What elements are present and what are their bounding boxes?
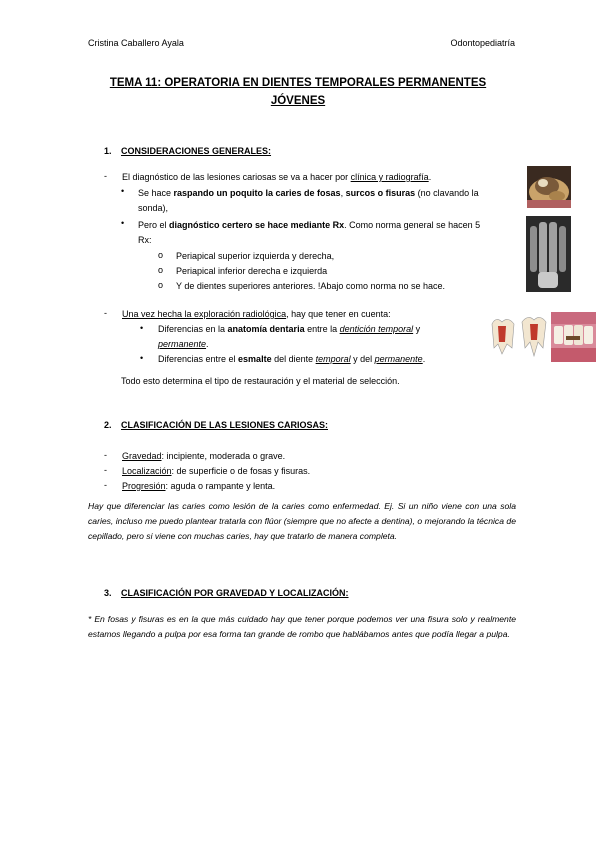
italic-underlined-text: dentición temporal: [339, 324, 414, 334]
tooth-diagram-image: [488, 314, 550, 358]
italic-underlined-text: temporal: [315, 354, 351, 364]
s2-paragraph: Hay que diferenciar las caries como lesión de la caries como enfermedad. Ej. Si un niño viene con una sola caries, incluso me puedo plantear tratarla con flúor (siempre que no afecte a dentina), o mejorando la técnica de cepillado, pero si viene con muchas caries, hay que tratarlo de manera completa.: [88, 501, 516, 541]
underlined-text: Progresión: [122, 481, 166, 491]
s3-paragraph: * En fosas y fisuras es en la que más cuidado hay que tener porque podemos ver una fisura solo y realmente estamos llegando a pulpa por esa forma tan grande de rombo que hablábamos antes que podía llegar a pulpa.: [88, 614, 516, 639]
text-span: entre la: [304, 324, 340, 334]
section1-heading: [104, 146, 271, 156]
mouth-photo: [551, 312, 596, 362]
page-title-line1: TEMA 11: OPERATORIA EN DIENTES TEMPORALES PERMANENTES: [109, 77, 487, 89]
text-span: : incipiente, moderada o grave.: [161, 451, 286, 461]
s1-bullet2: [138, 218, 480, 232]
header-subject: Odontopediatría: [450, 38, 515, 48]
italic-underlined-text: permanente: [158, 339, 207, 349]
text-span: Diferencias entre el: [158, 354, 239, 364]
text-span: : aguda o rampante y lenta.: [165, 481, 276, 491]
s1-line1: [122, 170, 431, 184]
bold-text: raspando un poquito la caries de fosas: [173, 188, 341, 198]
sub-bullet-icon: o: [158, 265, 164, 275]
dash-marker: -: [104, 171, 107, 181]
section1-number: 1.: [104, 146, 112, 156]
s1-sub2: Periapical inferior derecha e izquierda: [176, 266, 328, 276]
section3-number: 3.: [104, 588, 112, 598]
text-span: El diagnóstico de las lesiones cariosas se va a hacer por: [122, 172, 351, 182]
dash-marker: -: [104, 465, 107, 475]
text-span: y: [413, 324, 421, 334]
s1-bullet3: [158, 322, 476, 336]
dash-marker: -: [104, 308, 107, 318]
s2-item3: [122, 479, 275, 493]
text-span: ,: [340, 188, 346, 198]
s2-item1: [122, 449, 285, 463]
bullet-icon: •: [121, 218, 125, 228]
s1-bullet4: [158, 352, 425, 366]
text-span: Diferencias en la: [158, 324, 228, 334]
section1-title: CONSIDERACIONES GENERALES:: [121, 146, 272, 156]
bullet-icon: •: [140, 353, 144, 363]
bullet-icon: •: [140, 323, 144, 333]
s2-item2: [122, 464, 310, 478]
s1-sub1: Periapical superior izquierda y derecha,: [176, 251, 335, 261]
underlined-text: Gravedad: [122, 451, 162, 461]
dash-marker: -: [104, 480, 107, 490]
underlined-text: clínica y radiografía: [350, 172, 429, 182]
s1-sub3: Y de dientes superiores anteriores. !Abajo como norma no se hace.: [176, 281, 445, 291]
text-span: Pero el: [138, 220, 170, 230]
header-author: Cristina Caballero Ayala: [88, 38, 184, 48]
s1-bullet1: [138, 186, 512, 200]
section2-number: 2.: [104, 420, 112, 430]
section3-heading: [104, 588, 349, 598]
text-span: . Como norma general se hacen 5: [344, 220, 481, 230]
sub-bullet-icon: o: [158, 250, 164, 260]
page-title-line2: JÓVENES: [270, 95, 326, 107]
page-title: [88, 74, 508, 110]
underlined-text: Una vez hecha la exploración radiológica: [122, 309, 287, 319]
sub-bullet-icon: o: [158, 280, 164, 290]
text-span: , hay que tener en cuenta:: [286, 309, 391, 319]
section3-title: CLASIFICACIÓN POR GRAVEDAD Y LOCALIZACIÓN:: [121, 588, 349, 598]
s1-summary: Todo esto determina el tipo de restauración y el material de selección.: [121, 376, 400, 386]
italic-underlined-text: permanente: [374, 354, 423, 364]
section2-title: CLASIFICACIÓN DE LAS LESIONES CARIOSAS:: [121, 420, 329, 430]
radiograph-image: [526, 216, 571, 292]
s1-bullet1-cont: sonda),: [138, 203, 169, 213]
text-span: .: [422, 354, 426, 364]
text-span: (no clavando la: [415, 188, 479, 198]
text-span: Se hace: [138, 188, 174, 198]
tooth-photo: [527, 166, 571, 208]
bold-text: diagnóstico certero se hace mediante Rx: [169, 220, 345, 230]
bold-text: surcos o fisuras: [345, 188, 416, 198]
section2-heading: [104, 420, 328, 430]
bold-text: esmalte: [238, 354, 272, 364]
underlined-text: Localización: [122, 466, 172, 476]
dash-marker: -: [104, 450, 107, 460]
bold-text: anatomía dentaria: [227, 324, 305, 334]
s1-bullet2-cont: Rx:: [138, 235, 152, 245]
text-span: : de superficie o de fosas y fisuras.: [171, 466, 311, 476]
bullet-icon: •: [121, 186, 125, 196]
text-span: del diente: [271, 354, 316, 364]
text-span: .: [206, 339, 209, 349]
s1-line2: [122, 307, 391, 321]
s1-bullet3-cont: [158, 337, 209, 351]
text-span: y del: [350, 354, 375, 364]
text-span: .: [428, 172, 432, 182]
